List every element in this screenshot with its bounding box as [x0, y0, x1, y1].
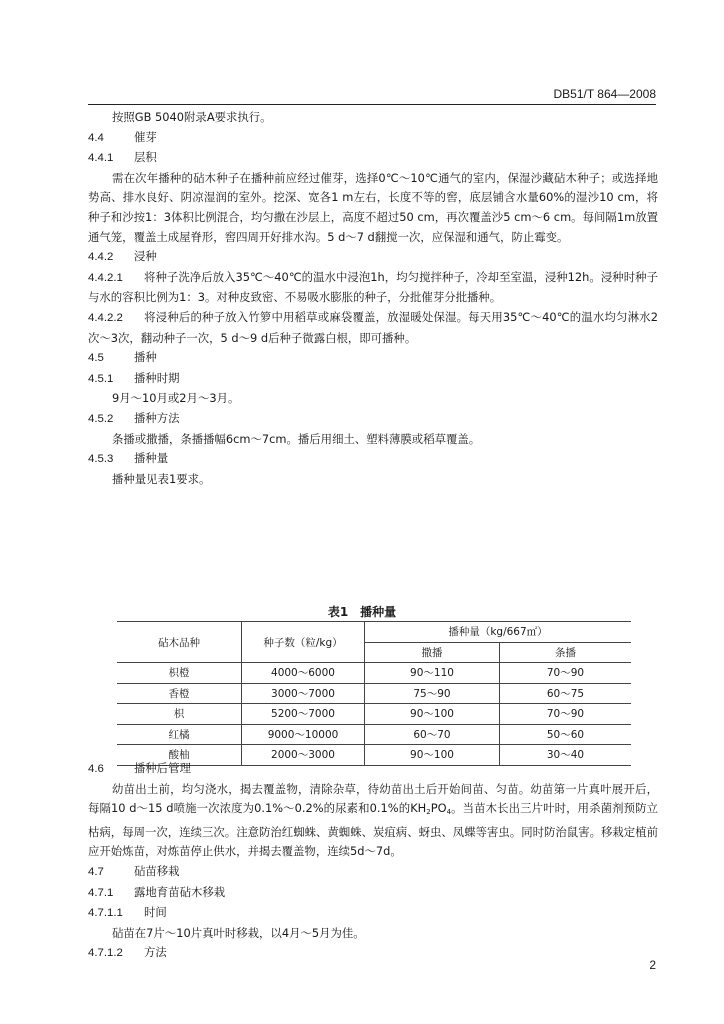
paragraph-text: 将种子洗净后放入35℃～40℃的温水中浸泡1h，均匀搅拌种子，冷却至室温，浸种12h。浸种时种子与水的容积比例为1：3。对种皮致密、不易吸水膨胀的种子，分批催芽分批播种。 — [88, 269, 658, 305]
paragraph-text: 。当苗木长出三片叶时，用杀菌剂预防立枯病，每周一次，连续三次。注意防治红蜘蛛、黄蜘蛛、炭疽病、蚜虫、凤蝶等害虫。同时防治鼠害。移栽定植前应开始炼苗，对炼苗停止供水，并揭去覆盖物，连续5d～7d。 — [88, 801, 658, 859]
section-title: 露地育苗砧木移栽 — [134, 884, 226, 899]
section-title: 时间 — [144, 905, 167, 920]
cell-broadcast: 75～90 — [365, 683, 500, 704]
header-divider — [88, 104, 656, 105]
cell-broadcast: 90～100 — [365, 704, 500, 725]
cell-variety: 红橘 — [117, 724, 242, 745]
table-title: 表1 播种量 — [327, 605, 397, 619]
column-header-sowing-rate: 播种量（kg/667㎡） — [365, 622, 632, 643]
section-number: 4.4 — [88, 131, 104, 144]
cell-drill: 30～40 — [500, 745, 632, 766]
section-title: 浸种 — [134, 249, 157, 264]
cell-seeds: 2000～3000 — [242, 745, 365, 766]
section-number: 4.5.1 — [88, 372, 114, 385]
column-header-drill: 条播 — [500, 642, 632, 663]
section-number: 4.5.3 — [88, 453, 114, 466]
section-4-4-1-heading — [88, 148, 658, 169]
table-row — [117, 724, 631, 745]
column-header-broadcast: 撒播 — [365, 642, 500, 663]
section-number: 4.4.2.2 — [88, 311, 123, 324]
subscript: 4 — [446, 808, 452, 817]
cell-variety: 枳 — [117, 704, 242, 725]
table-row — [117, 704, 631, 725]
document-body — [88, 108, 658, 489]
column-header-seeds: 种子数（粒/kg） — [242, 622, 365, 663]
sowing-rate-table — [117, 621, 631, 766]
cell-seeds: 4000～6000 — [242, 663, 365, 684]
cell-seeds: 9000～10000 — [242, 724, 365, 745]
section-title: 播种时期 — [134, 370, 180, 385]
section-4-7-1-1-text: 砧苗在7片～10片真叶时移栽，以4月～5月为佳。 — [112, 925, 365, 940]
table-row — [117, 663, 631, 684]
cell-broadcast: 60～70 — [365, 724, 500, 745]
section-title: 播种方法 — [134, 410, 180, 425]
section-number: 4.5 — [88, 352, 104, 365]
section-number: 4.4.2 — [88, 251, 114, 264]
subscript: 2 — [426, 808, 431, 817]
cell-seeds: 5200～7000 — [242, 704, 365, 725]
paragraph-text: 将浸种后的种子放入竹箩中用稻草或麻袋覆盖，放湿暖处保湿。每天用35℃～40℃的温水均匀淋水2次～3次，翻动种子一次，5 d～9 d后种子微露白根，即可播种。 — [88, 309, 658, 345]
section-title: 播种后管理 — [134, 761, 191, 775]
section-number: 4.6 — [88, 763, 104, 775]
section-title: 砧苗移栽 — [134, 863, 180, 878]
section-4-5-1-text: 9月～10月或2月～3月。 — [112, 391, 240, 406]
section-4-5-2-heading — [88, 409, 658, 430]
section-title: 播种 — [134, 350, 157, 365]
section-number: 4.7.1.1 — [88, 907, 123, 920]
cell-variety: 酸柚 — [117, 745, 242, 766]
cell-variety: 香橙 — [117, 683, 242, 704]
section-4-4-heading — [88, 128, 658, 149]
section-4-5-3-text: 播种量见表1要求。 — [112, 471, 211, 486]
cell-drill: 70～90 — [500, 663, 632, 684]
section-number: 4.4.1 — [88, 152, 114, 165]
section-number: 4.5.2 — [88, 412, 114, 425]
cell-drill: 70～90 — [500, 704, 632, 725]
section-title: 层积 — [134, 150, 157, 165]
section-4-4-2-2-paragraph — [88, 308, 658, 348]
section-4-7-1-heading — [88, 883, 658, 904]
section-number: 4.7.1.2 — [88, 947, 123, 960]
document-body-continued — [88, 759, 658, 964]
section-4-4-1-paragraph: 需在次年播种的砧木种子在播种前应经过催芽，选择0℃～10℃通气的室内，保湿沙藏砧木种子；或选择地势高、排水良好、阴凉湿润的室外。挖深、宽各1 m左右，长度不等的窖，底层铺含水量60%的湿沙10 cm，将种子和沙按1：3体积比例混合，均匀撒在沙层上，高度不超过50 cm，再次覆盖沙5 cm～6 cm。每间隔1m放置通气笼，覆盖土成屋脊形，窖四周开好排水沟。5 d～7 d翻搅一次，应保湿和通气，防止霉变。 — [88, 170, 658, 244]
section-4-7-heading — [88, 862, 658, 883]
section-4-5-1-heading — [88, 369, 658, 390]
section-4-4-2-heading — [88, 247, 658, 268]
section-4-5-2-text: 条播或撒播，条播播幅6cm～7cm。播后用细土、塑料薄膜或稻草覆盖。 — [112, 431, 481, 446]
cell-broadcast: 90～100 — [365, 745, 500, 766]
section-number: 4.4.2.1 — [88, 271, 123, 284]
section-number: 4.7.1 — [88, 886, 114, 899]
page-number: 2 — [649, 958, 656, 972]
paragraph-text: 幼苗出土前，均匀浇水，揭去覆盖物，清除杂草，待幼苗出土后开始间苗、匀苗。幼苗第一片真叶展开后，每隔10 d～15 d喷施一次浓度为0.1%～0.2%的尿素和0.1%的KH — [88, 781, 658, 816]
paragraph-text: PO — [430, 801, 447, 816]
cell-broadcast: 90～110 — [365, 663, 500, 684]
section-title: 催芽 — [134, 129, 157, 144]
cell-drill: 60～75 — [500, 683, 632, 704]
section-4-7-1-1-heading — [88, 903, 658, 924]
section-4-7-1-2-heading — [88, 943, 658, 964]
section-number: 4.7 — [88, 865, 104, 878]
cell-drill: 50～60 — [500, 724, 632, 745]
table-header-row — [117, 622, 631, 643]
table-row — [117, 683, 631, 704]
section-4-4-2-1-paragraph — [88, 268, 658, 308]
section-4-6-heading — [88, 759, 658, 780]
cell-variety: 枳橙 — [117, 663, 242, 684]
intro-line: 按照GB 5040附录A要求执行。 — [112, 110, 272, 124]
standard-code: DB51/T 864—2008 — [553, 87, 656, 101]
section-title: 播种量 — [134, 451, 169, 466]
section-4-5-3-heading — [88, 449, 658, 470]
cell-seeds: 3000～7000 — [242, 683, 365, 704]
section-title: 方法 — [144, 945, 167, 960]
section-4-6-paragraph — [88, 780, 658, 862]
column-header-variety: 砧木品种 — [117, 622, 242, 663]
section-4-5-heading — [88, 348, 658, 369]
